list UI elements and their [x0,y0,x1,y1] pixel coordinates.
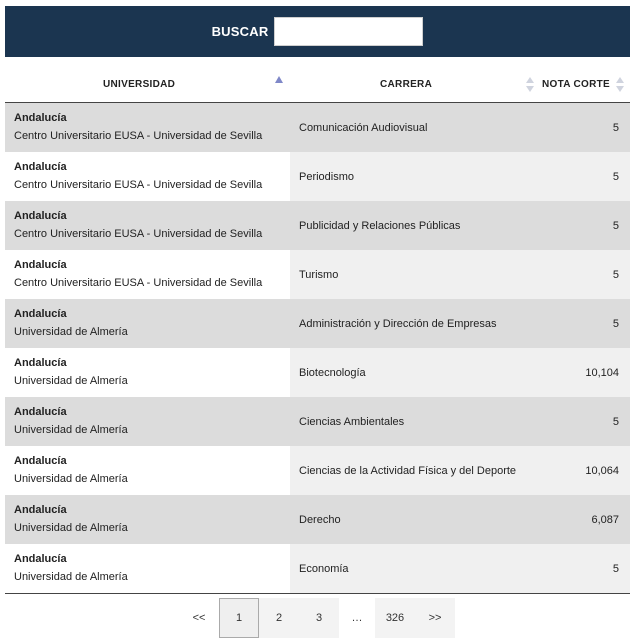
table-body [5,103,630,593]
region-name: Andalucía [14,553,67,565]
university-name: Universidad de Almería [14,473,128,485]
carrera-cell [290,544,630,593]
university-name: Centro Universitario EUSA - Universidad de Sevilla [14,179,263,191]
region-name: Andalucía [14,112,67,124]
table-row [5,250,630,299]
university-name: Universidad de Almería [14,424,128,436]
nota-corte-value: 10,064 [585,465,619,477]
pagination-next[interactable]: >> [415,598,455,638]
nota-corte-value: 5 [612,318,619,330]
university-cell [5,348,290,397]
carrera-name: Turismo [299,269,339,281]
table-row [5,495,630,544]
university-cell [5,495,290,544]
column-header-carrera[interactable]: CARRERA [380,79,433,90]
search-input[interactable] [274,17,423,46]
table-bottom-border [5,593,630,594]
university-name: Centro Universitario EUSA - Universidad de Sevilla [14,228,263,240]
carrera-cell [290,495,630,544]
carrera-name: Economía [299,563,349,575]
university-cell [5,152,290,201]
nota-corte-value: 6,087 [591,514,619,526]
search-label: BUSCAR [211,24,269,39]
pagination-page-2[interactable]: 2 [259,598,299,638]
pagination-page-1[interactable]: 1 [219,598,259,638]
carrera-cell [290,348,630,397]
carrera-cell [290,103,630,152]
carrera-name: Derecho [299,514,341,526]
region-name: Andalucía [14,406,67,418]
nota-corte-value: 5 [612,269,619,281]
table-row [5,299,630,348]
nota-corte-value: 5 [612,563,619,575]
carrera-cell [290,397,630,446]
university-name: Universidad de Almería [14,522,128,534]
table-row [5,152,630,201]
region-name: Andalucía [14,504,67,516]
table-row [5,348,630,397]
carrera-cell [290,446,630,495]
carrera-name: Periodismo [299,171,355,183]
university-cell [5,544,290,593]
carrera-name: Comunicación Audiovisual [299,122,428,134]
carrera-name: Publicidad y Relaciones Públicas [299,220,461,232]
region-name: Andalucía [14,308,67,320]
sort-icon[interactable] [526,77,534,93]
university-name: Universidad de Almería [14,571,128,583]
university-cell [5,397,290,446]
nota-corte-value: 5 [612,171,619,183]
carrera-name: Biotecnología [299,367,366,379]
table-row [5,103,630,152]
region-name: Andalucía [14,259,67,271]
pagination-page-3[interactable]: 3 [299,598,339,638]
pagination-prev[interactable]: << [192,612,206,624]
pagination-page-last[interactable]: 326 [375,598,415,638]
university-cell [5,201,290,250]
table-row [5,544,630,593]
nota-corte-value: 5 [612,122,619,134]
table-row [5,201,630,250]
carrera-cell [290,299,630,348]
sort-icon[interactable] [616,77,624,93]
region-name: Andalucía [14,455,67,467]
results-table [5,60,630,594]
nota-corte-value: 5 [612,416,619,428]
column-header-universidad[interactable]: UNIVERSIDAD [103,79,176,90]
search-bar [5,6,630,57]
university-name: Universidad de Almería [14,375,128,387]
carrera-cell [290,152,630,201]
region-name: Andalucía [14,161,67,173]
carrera-name: Ciencias de la Actividad Física y del Deporte [299,465,517,477]
carrera-name: Ciencias Ambientales [299,416,405,428]
university-cell [5,299,290,348]
table-row [5,397,630,446]
column-header-nota-corte[interactable]: NOTA CORTE [542,79,610,90]
university-name: Centro Universitario EUSA - Universidad de Sevilla [14,277,263,289]
pagination [0,598,635,638]
carrera-cell [290,201,630,250]
carrera-name: Administración y Dirección de Empresas [299,318,497,330]
university-cell [5,446,290,495]
nota-corte-value: 5 [612,220,619,232]
carrera-cell [290,250,630,299]
university-cell [5,103,290,152]
pagination-ellipsis: … [351,612,363,624]
sort-ascending-icon[interactable] [275,76,283,83]
region-name: Andalucía [14,210,67,222]
region-name: Andalucía [14,357,67,369]
university-name: Centro Universitario EUSA - Universidad de Sevilla [14,130,263,142]
university-cell [5,250,290,299]
university-name: Universidad de Almería [14,326,128,338]
table-header [5,60,630,103]
table-row [5,446,630,495]
nota-corte-value: 10,104 [585,367,619,379]
